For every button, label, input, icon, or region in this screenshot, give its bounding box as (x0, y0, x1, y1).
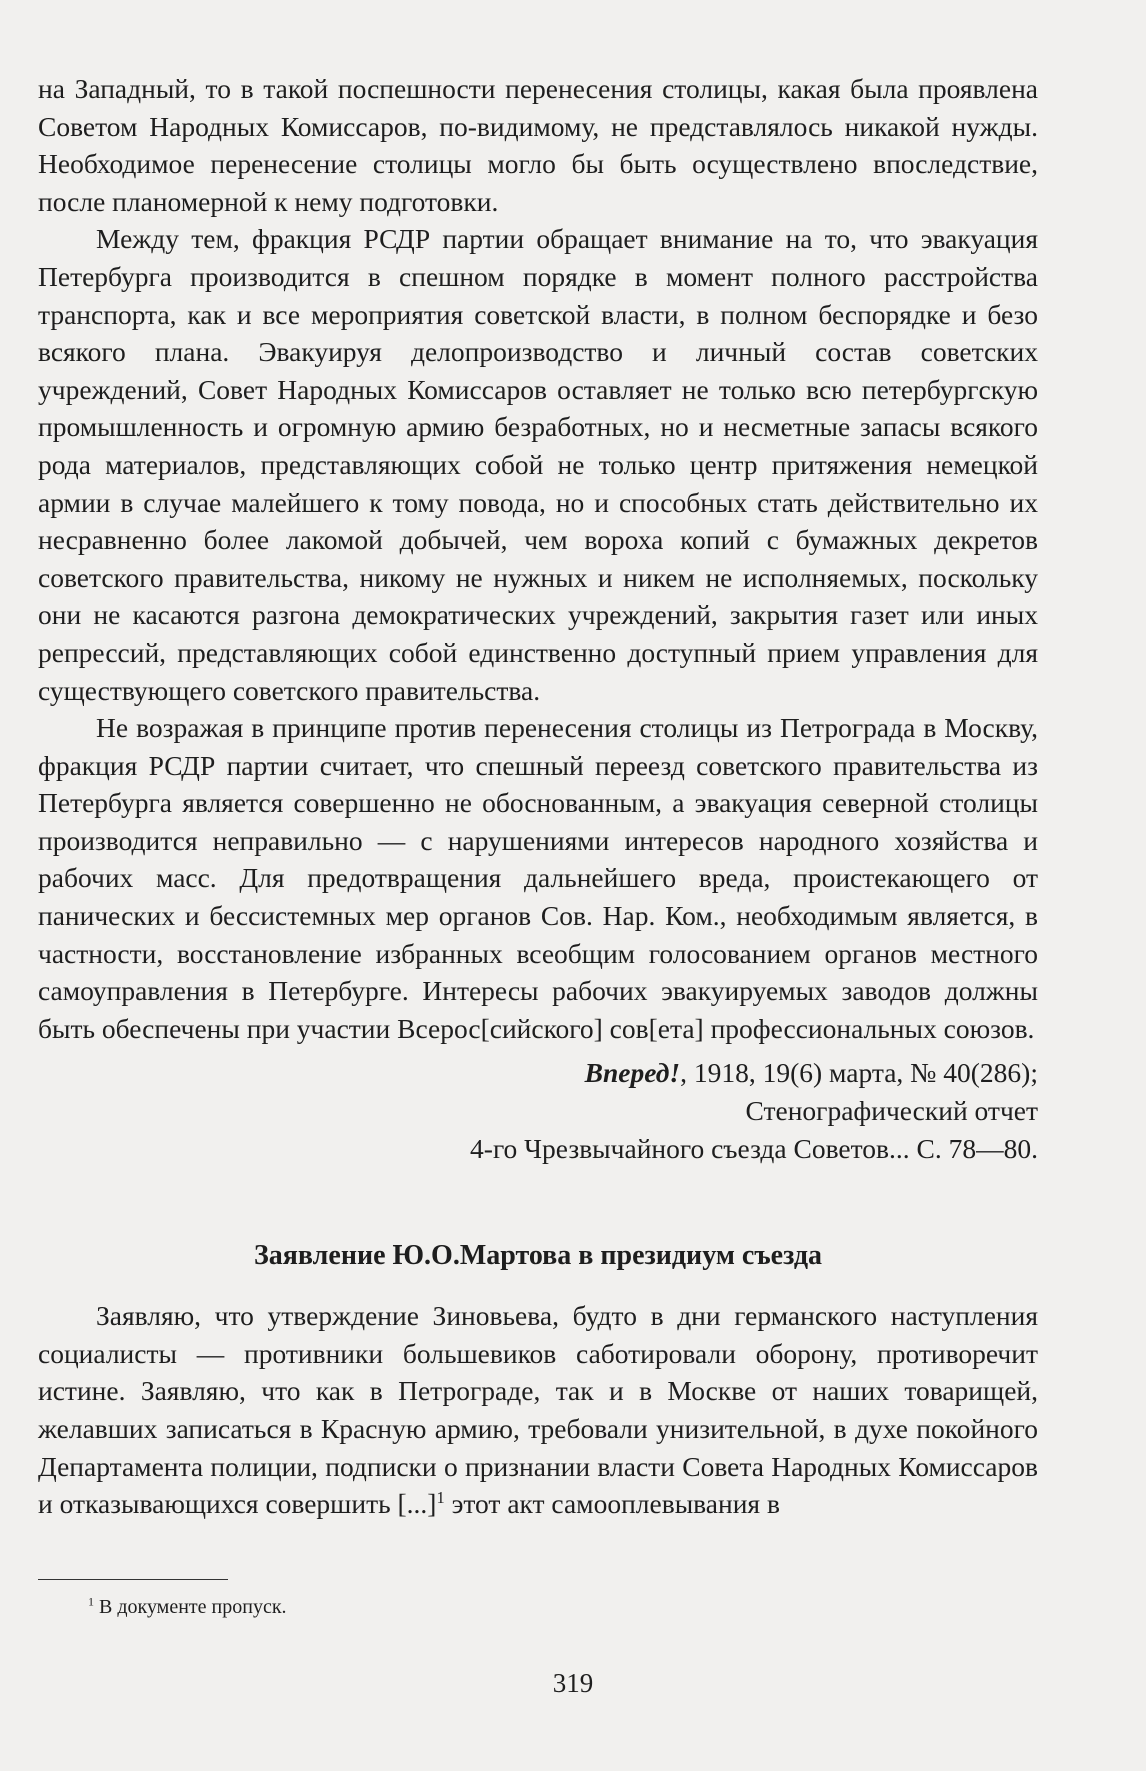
source-line-1 (38, 1054, 1038, 1092)
footnote-text: В документе пропуск. (94, 1596, 287, 1618)
source-date-issue: , 1918, 19(6) марта, № 40(286); (680, 1057, 1038, 1089)
paragraph-statement (38, 1297, 1038, 1523)
paragraph-continued: на Западный, то в такой поспешности перенесения столицы, какая была проявлена Советом Народных Комиссаров, по-видимому, не представлялось никакой нужды. Необходимое перенесение столицы могло бы быть осуществлено впоследствие, после планомерной к нему подготовки. (38, 73, 1038, 217)
statement-text-end: этот акт самооплевывания в (444, 1488, 780, 1520)
source-line-2: Стенографический отчет (745, 1095, 1038, 1127)
paragraph-evacuation: Между тем, фракция РСДР партии обращает внимание на то, что эвакуация Петербурга производится в спешном порядке в момент полного расстройства транспорта, как и все мероприятия советской власти, в полном беспорядке и безо всякого плана. Эвакуируя делопроизводство и личный состав советских учреждений, Совет Народных Комиссаров оставляет не только всю петербургскую промышленность и огромную армию безработных, но и несметные запасы всякого рода материалов, представляющих собой не только центр притяжения немецкой армии в случае малейшего к тому повода, но и способных стать действительно их несравненно более лакомой добычей, чем вороха копий с бумажных декретов советского правительства, никому не нужных и никем не исполняемых, поскольку они не касаются разгона демократических учреждений, закрытия газет или иных репрессий, представляющих собой единственно доступный прием управления для существующего советского правительства. (38, 223, 1038, 706)
page-content (38, 70, 1038, 1523)
newspaper-title: Вперед! (584, 1057, 681, 1089)
footnote-mark: 1 (88, 1594, 94, 1609)
section-heading: Заявление Ю.О.Мартова в президиум съезда (254, 1240, 822, 1272)
page-number: 319 (552, 1668, 594, 1698)
source-line-3: 4-го Чрезвычайного съезда Советов... С. 78—80. (470, 1132, 1038, 1164)
paragraph-objection: Не возражая в принципе против перенесения столицы из Петрограда в Москву, фракция РСДР партии считает, что спешный переезд советского правительства из Петербурга является совершенно не обоснованным, а эвакуация северной столицы производится неправильно — с нарушениями интересов народного хозяйства и рабочих масс. Для предотвращения дальнейшего вреда, проистекающего от панических и бессистемных мер органов Сов. Нар. Ком., необходимым является, в частности, восстановление избранных всеобщим голосованием органов местного самоуправления в Петербурге. Интересы рабочих эвакуируемых заводов должны быть обеспечены при участии Всерос[сийского] сов[ета] профессиональных союзов. (38, 712, 1038, 1044)
footnote (88, 1594, 287, 1620)
footnote-divider (38, 1579, 228, 1580)
source-citation (38, 1054, 1038, 1167)
footnote-reference: 1 (436, 1488, 445, 1508)
statement-text: Заявляю, что утверждение Зиновьева, будто в дни германского наступления социалисты — противники большевиков саботировали оборону, противоречит истине. Заявляю, что как в Петрограде, так и в Москве от наших товарищей, желавших записаться в Красную армию, требовали унизительной, в духе покойного Департамента полиции, подписки о признании власти Совета Народных Комиссаров и отказывающихся совершить [...] (38, 1300, 1038, 1520)
